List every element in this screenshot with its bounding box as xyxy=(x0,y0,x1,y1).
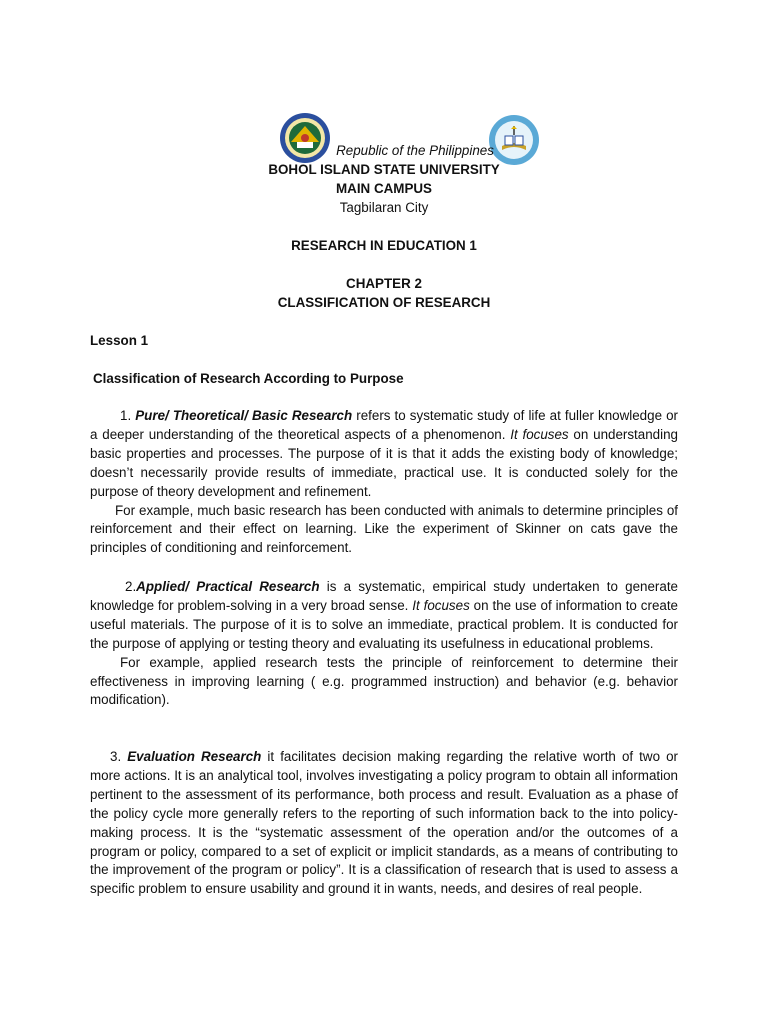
republic-label: Republic of the Philippines xyxy=(336,143,494,158)
section-number: 3. xyxy=(110,749,128,764)
section-title: Applied/ Practical Research xyxy=(136,579,320,594)
university-name: BOHOL ISLAND STATE UNIVERSITY xyxy=(268,162,500,177)
section-number: 1. xyxy=(120,408,136,423)
course-title: RESEARCH IN EDUCATION 1 xyxy=(291,238,477,253)
example-paragraph: For example, applied research tests the principle of reinforcement to determine their effectiveness in improving learning ( e.g. programmed instruction) and behavior (e.g. behavior modification). xyxy=(90,654,678,708)
section-applied-research: 2.Applied/ Practical Research is a systematic, empirical study undertaken to generate knowledge for problem-solving in a very broad sense. It focuses on the use of information to create useful materials. The purpose of it is to solve an immediate, practical problem. It is conducted for the purpose of applying or testing theory and evaluating its usefulness in educational problems. For example, applied research tests the principle of reinforcement to determine their effectiveness in improving learning ( e.g. programmed instruction) and behavior (e.g. behavior modification). xyxy=(90,578,678,710)
chapter-number: CHAPTER 2 xyxy=(346,276,422,291)
campus-name: MAIN CAMPUS xyxy=(336,181,432,196)
city-name: Tagbilaran City xyxy=(339,200,429,215)
section-title: Evaluation Research xyxy=(127,749,262,764)
section-evaluation-research: 3. Evaluation Research it facilitates decision making regarding the relative worth of two or more actions. It is an analytical tool, involves investigating a policy program to obtain all information pertinent to the assessment of its performance, both process and result. Evaluation as a phase of the policy cycle more generally refers to the reporting of such information back to the into policy-making process. It is the “systematic assessment of the operation and/or the outcomes of a program or policy, compared to a set of explicit or implicit standards, as a means of contributing to the improvement of the program or policy”. It is a classification of research that is used to assess a specific problem to ensure usability and ground it in wants, needs, and desires of real people. xyxy=(90,749,679,897)
lesson-heading: Classification of Research According to Purpose xyxy=(93,371,404,386)
section-pure-research: 1. Pure/ Theoretical/ Basic Research refers to systematic study of life at fuller knowledge or a deeper understanding of the theoretical aspects of a phenomenon. It focuses on understanding basic properties and processes. The purpose of it is that it adds the existing body of knowledge; doesn’t necessarily provide results of immediate, practical use. It is conducted solely for the purpose of theory development and refinement. For example, much basic research has been conducted with animals to determine principles of reinforcement and their effect on learning. Like the experiment of Skinner on cats gave the principles of conditioning and reinforcement. xyxy=(90,407,678,558)
section-number: 2. xyxy=(125,579,137,594)
lesson-label: Lesson 1 xyxy=(90,333,149,348)
example-paragraph: For example, much basic research has been conducted with animals to determine principles of reinforcement and their effect on learning. Like the experiment of Skinner on cats gave the principles of conditioning and reinforcement. xyxy=(90,502,678,556)
chapter-title: CLASSIFICATION OF RESEARCH xyxy=(277,295,491,310)
section-title: Pure/ Theoretical/ Basic Research xyxy=(135,408,353,423)
